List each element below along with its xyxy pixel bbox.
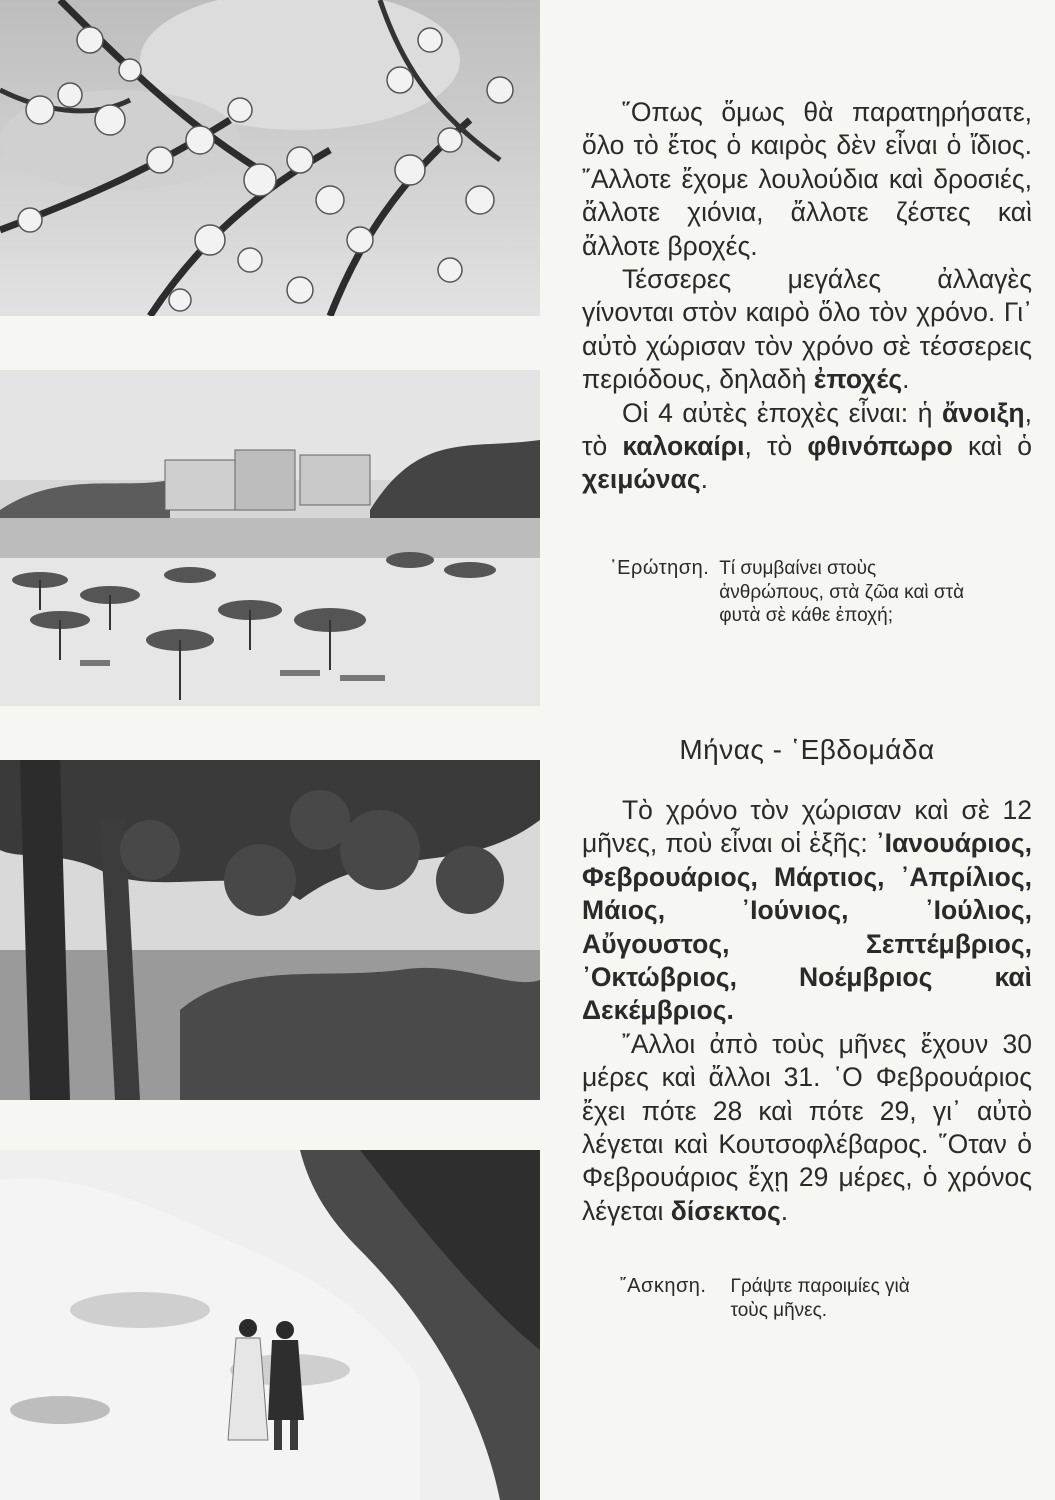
separator: καὶ ὁ: [952, 431, 1032, 462]
seasons-paragraph-2-text: Τέσσερες μεγάλες ἀλλαγὲς γίνονται στὸν καιρὸ ὅλο τὸν χρόνο. Γι᾽ αὐτὸ χώρισαν τὸν χρόνο σὲ τέσσερεις περιόδους, δηλαδὴ: [582, 264, 1032, 395]
beach-resort-photo: [0, 370, 540, 706]
blossom-branch-photo: [0, 0, 540, 316]
question-label: ῾Ερώτηση.: [610, 557, 710, 579]
seasons-paragraph-2-end: .: [902, 364, 910, 395]
term-winter: χειμώνας: [582, 464, 701, 495]
seasons-paragraph-3-intro: Οἱ 4 αὐτὲς ἐποχὲς εἶναι: ἡ: [622, 397, 943, 428]
separator: , τὸ: [582, 397, 1032, 462]
snowy-mountain-photo: [0, 1150, 540, 1500]
question-block: [610, 557, 1020, 628]
exercise-block: [620, 1275, 1020, 1322]
term-leap-year: δίσεκτος: [670, 1195, 781, 1226]
seasons-section: [582, 96, 1032, 497]
months-paragraph-2-text: ῎Αλλοι ἀπὸ τοὺς μῆνες ἔχουν 30 μέρες καὶ ἄλλοι 31. ῾Ο Φεβρουάριος ἔχει πότε 28 καὶ πότε 29, γι᾽ αὐτὸ λέγεται καὶ Κουτσοφλέβαρος. ῞Οταν ὁ Φεβρουάριος ἔχῃ 29 μέρες, ὁ χρόνος λέγεται: [582, 1028, 1032, 1226]
months-list: ᾽Ιανουάριος, Φεβρουάριος, Μάρτιος, ᾽Απρίλιος, Μάιος, ᾽Ιούνιος, ᾽Ιούλιος, Αὔγουστος, Σεπτέμβριος, ᾽Οκτώβριος, Νοέμβριος καὶ Δεκέμβριος.: [582, 828, 1032, 1026]
seasons-paragraph-1: ῞Οπως ὅμως θὰ παρατηρήσατε, ὅλο τὸ ἔτος ὁ καιρὸς δὲν εἶναι ὁ ἴδιος. ῎Αλλοτε ἔχομε λουλούδια καὶ δροσιές, ἄλλοτε χιόνια, ἄλλοτε ζέστες καὶ ἄλλοτε βροχές.: [582, 97, 1032, 261]
forest-trees-photo: [0, 760, 540, 1100]
term-spring: ἄνοιξη: [942, 397, 1025, 428]
months-paragraph-2: [582, 1028, 1032, 1228]
term-seasons: ἐποχές: [813, 364, 903, 395]
month-week-heading: Μήνας - ῾Εβδομάδα: [679, 734, 935, 765]
months-paragraph-1: [582, 794, 1032, 1028]
seasons-paragraph-3: [582, 397, 1032, 497]
exercise-text: Γράψτε παροιμίες γιὰ τοὺς μῆνες.: [730, 1276, 910, 1321]
exercise-label: ῎Ασκηση.: [620, 1275, 707, 1297]
months-paragraph-2-end: .: [780, 1195, 789, 1226]
separator: , τὸ: [744, 431, 808, 462]
question-text: Τί συμβαίνει στοὺς ἀνθρώπους, στὰ ζῶα καὶ στὰ φυτὰ σὲ κάθε ἐποχή;: [719, 558, 965, 626]
term-summer: καλοκαίρι: [622, 431, 745, 462]
seasons-paragraph-2: [582, 263, 1032, 397]
months-paragraph-1-intro: Τὸ χρόνο τὸν χώρισαν καὶ σὲ 12 μῆνες, ποὺ εἶναι οἱ ἑξῆς:: [582, 795, 1032, 859]
months-section: [582, 794, 1032, 1228]
seasons-paragraph-3-end: .: [700, 464, 708, 495]
term-autumn: φθινόπωρο: [807, 431, 953, 462]
